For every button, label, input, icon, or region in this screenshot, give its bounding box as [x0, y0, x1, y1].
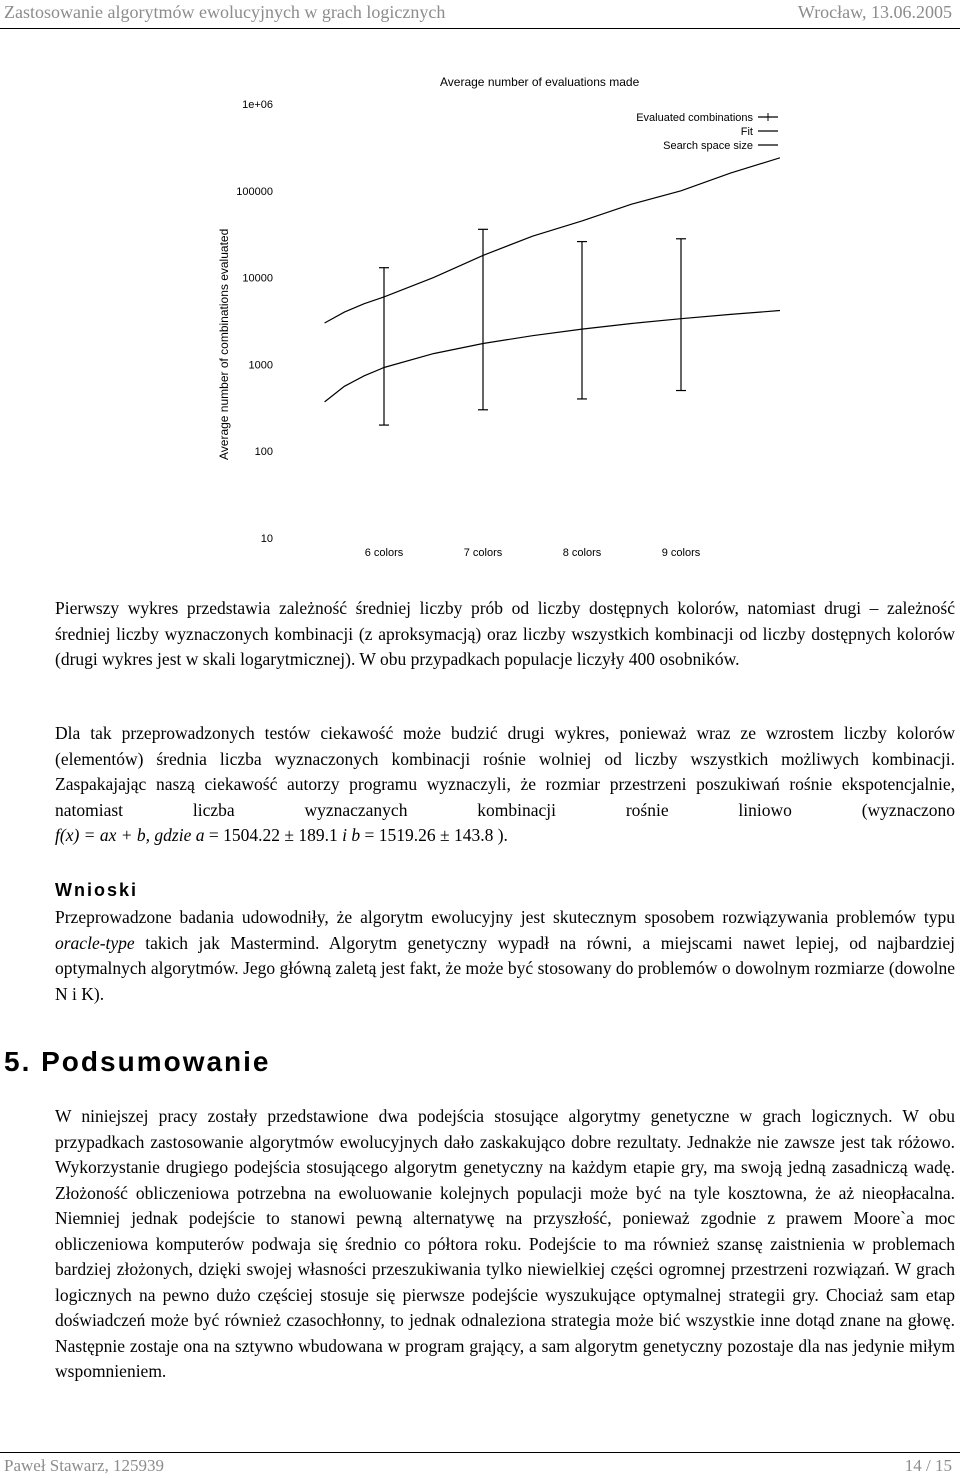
formula-a-value: = 1504.22 ± 189.1 — [204, 825, 343, 845]
y-tick-label: 10000 — [242, 272, 273, 285]
conclusions-text-1: Przeprowadzone badania udowodniły, że algorytm ewolucyjny jest skutecznym sposobem rozwiązywania problemów typu — [55, 907, 955, 927]
legend-label: Evaluated combinations — [636, 112, 753, 124]
x-category-label: 6 colors — [364, 547, 404, 559]
footer-author: Paweł Stawarz, 125939 — [4, 1456, 165, 1475]
conclusions-text-2: takich jak Mastermind. Algorytm genetyczny wypadł na równi, a miejscami nawet lepiej, od najbardziej optymalnych algorytmów. Jego główną zaletą jest fakt, że może być stosowany do problemów o dowolnym rozmiarze (dowolne N i K). — [55, 932, 955, 1004]
paragraph-summary: W niniejszej pracy zostały przedstawione dwa podejścia stosujące algorytmy genetyczne w grach logicznych. W obu przypadkach zastosowanie algorytmów ewolucyjnych dało zaskakująco dobre rezultaty. Jednakże nie zawsze jest tak różowo. Wykorzystanie drugiego podejścia stosującego algorytm genetyczny na każdym etapie gry, ma swoją jedną zasadniczą wadę. Złożoność obliczeniowa potrzebna na ewoluowanie kolejnych populacji może być na tyle kosztowna, że aż nieopłacalna. Niemniej jednak podejście to stanowi pewną alternatywę na przyszłość, ponieważ zgodnie z prawem Moore`a moc obliczeniowa komputerów podwaja się średnio co półtora roku. Podejście to ma również szansę zaistnienia w problemach bardziej złożonych, dzięki swojej własności przeszukiwania tylko niewielkiej części ogromnej przestrzeni rozwiązań. W grach logicznych na pewno dużo częściej stosuje się pierwsze podejście wyszukujące optymalnej strategii gry. Chociaż sam etap doświadczeń może być również czasochłonny, to jednak odnaleziona strategia może bić wszystkie inne dotąd znane na głowę. Następnie zostaje ona na sztywno wbudowana w program grający, a sam algorytm genetyczny pozostaje dla nas jedynie miłym wspomnieniem. — [55, 1106, 955, 1381]
x-category-label: 9 colors — [661, 547, 701, 559]
paragraph-chart-description: Pierwszy wykres przedstawia zależność średniej liczby prób od liczby dostępnych kolorów, natomiast drugi – zależność średniej liczby wyznaczonych kombinacji (z aproksymacją) oraz liczby wszystkich kombinacji od liczby dostępnych kolorów (drugi wykres jest w skali logarytmicznej). W obu przypadkach populacje liczyły 400 osobników. — [55, 598, 955, 669]
x-axis-categories — [365, 547, 701, 559]
footer-rule — [0, 1452, 960, 1453]
section-heading: 5. Podsumowanie — [4, 1046, 271, 1077]
evaluations-chart — [210, 60, 780, 565]
formula-i-b: i b — [342, 825, 361, 845]
y-tick-label: 100 — [254, 446, 273, 459]
formula-b-value: = 1519.26 ± 143.8 — [360, 825, 494, 845]
x-category-label: 8 colors — [562, 547, 602, 559]
chart-ylabel: Average number of combinations evaluated — [217, 228, 231, 460]
search-space-size-line — [325, 158, 780, 323]
chart-legend — [636, 112, 778, 152]
legend-label: Fit — [740, 126, 753, 138]
y-tick-label: 100000 — [236, 185, 273, 198]
paragraph-conclusions — [55, 905, 955, 1007]
page-number: 14 / 15 — [904, 1456, 952, 1475]
header-rule — [0, 28, 960, 29]
paragraph-analysis — [55, 721, 955, 849]
y-axis-ticks — [236, 99, 273, 545]
y-tick-label: 1000 — [248, 359, 273, 372]
legend-label: Search space size — [663, 140, 753, 152]
formula-lhs: f(x) = ax + b, — [55, 825, 155, 845]
conclusions-heading: Wnioski — [55, 880, 139, 900]
y-tick-label: 10 — [260, 533, 273, 545]
fit-formula — [55, 825, 508, 845]
running-header-title: Zastosowanie algorytmów ewolucyjnych w grach logicznych — [4, 2, 446, 22]
chart-series — [325, 158, 780, 425]
x-category-label: 7 colors — [463, 547, 503, 559]
running-header-date: Wrocław, 13.06.2005 — [797, 2, 952, 22]
conclusions-italic-term: oracle-type — [55, 932, 135, 953]
formula-tail: ). — [493, 825, 508, 845]
fit-line — [325, 311, 780, 402]
chart-title: Average number of evaluations made — [440, 75, 640, 89]
formula-gdzie: gdzie a — [154, 825, 205, 845]
paragraph-analysis-text: Dla tak przeprowadzonych testów ciekawość może budzić drugi wykres, ponieważ wraz ze wzrostem liczby kolorów (elementów) średnia liczba wyznaczonych kombinacji rośnie wolniej od liczby wszystkich możliwych kombinacji. Zaspakajając naszą ciekawość autorzy programu wyznaczyli, że rozmiar przestrzeni poszukiwań rośnie ekspotencjalnie, natomiast liczba wyznaczanych kombinacji rośnie liniowo (wyznaczono — [55, 723, 955, 820]
y-tick-label: 1e+06 — [242, 99, 273, 111]
